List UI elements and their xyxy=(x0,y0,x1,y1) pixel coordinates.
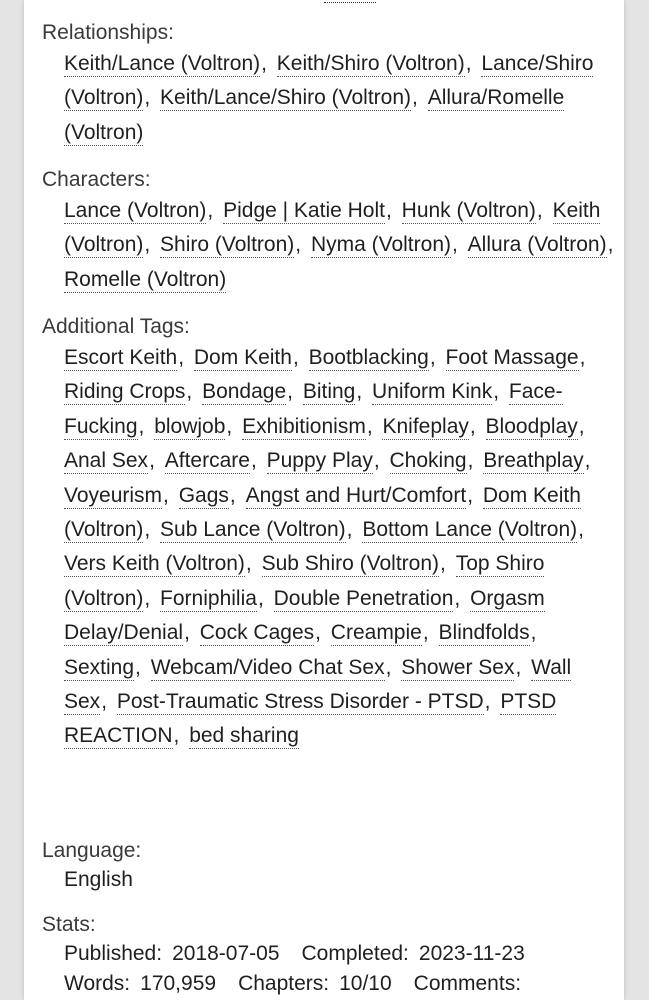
additional-tag-link[interactable]: Knifeplay xyxy=(382,414,469,438)
tag-separator: , xyxy=(135,655,147,679)
additional-tag xyxy=(202,380,299,403)
relationships-section xyxy=(42,19,614,150)
tag-separator: , xyxy=(207,199,220,222)
tag-separator: , xyxy=(245,552,258,576)
additional-tag xyxy=(64,449,161,472)
tag-separator: , xyxy=(144,233,157,257)
additional-tag xyxy=(189,724,299,747)
tag-separator: , xyxy=(292,346,305,369)
character-tag xyxy=(402,199,549,222)
chapters-label: Chapters: xyxy=(238,972,330,995)
additional-tag-link[interactable]: Bottom Lance (Voltron) xyxy=(362,518,578,542)
additional-tag xyxy=(486,415,585,438)
tag-separator: , xyxy=(578,518,584,542)
additional-tag xyxy=(309,346,442,369)
tag-separator: , xyxy=(229,483,242,507)
tag-separator: , xyxy=(186,380,199,404)
additional-tag xyxy=(64,656,147,679)
tag-separator: , xyxy=(178,346,190,369)
tag-separator: , xyxy=(295,233,307,257)
tag-separator: , xyxy=(373,449,386,473)
additional-tag xyxy=(165,449,263,472)
tag-separator: , xyxy=(144,86,157,110)
additional-tag xyxy=(154,415,238,438)
character-tag-link[interactable]: Lance (Voltron) xyxy=(64,199,207,222)
character-tag-link[interactable]: Nyma (Voltron) xyxy=(310,233,451,257)
tag-separator: , xyxy=(366,414,379,438)
additional-tag xyxy=(64,552,258,575)
completed-label: Completed: xyxy=(301,942,409,965)
completed-value: 2023-11-23 xyxy=(418,942,525,965)
additional-tag-link[interactable]: Choking xyxy=(389,449,467,473)
character-tag-link[interactable]: Romelle (Voltron) xyxy=(64,267,227,291)
additional-tag-link[interactable]: Webcam/Video Chat Sex xyxy=(150,655,385,679)
character-tag-link[interactable]: Shiro (Voltron) xyxy=(160,233,295,257)
relationship-tag-link[interactable]: Keith/Lance (Voltron) xyxy=(64,52,261,75)
chapters-value: 10/10 xyxy=(339,972,392,995)
tag-separator: , xyxy=(138,414,151,438)
relationship-tag xyxy=(277,52,478,75)
tag-separator: , xyxy=(536,199,549,222)
relationships-tag-list xyxy=(42,47,614,150)
tag-separator: , xyxy=(515,655,528,679)
relationship-tag-link[interactable]: Keith/Lance/Shiro (Voltron) xyxy=(160,86,412,110)
additional-tag-link[interactable]: Exhibitionism xyxy=(242,414,366,438)
additional-tag-link[interactable]: Bondage xyxy=(202,380,287,404)
tag-separator: , xyxy=(385,199,398,222)
additional-tag xyxy=(390,449,480,472)
additional-tag-link[interactable]: Forniphilia xyxy=(160,586,257,610)
additional-tag-link[interactable]: Angst and Hurt/Comfort xyxy=(245,483,467,507)
additional-tag xyxy=(439,621,537,644)
tag-separator: , xyxy=(530,621,537,645)
additional-tag-link[interactable]: Gags xyxy=(178,483,229,507)
additional-tag-link[interactable]: Bloodplay xyxy=(485,414,578,438)
tag-separator: , xyxy=(422,621,435,645)
additional-tag-link[interactable]: blowjob xyxy=(154,414,226,438)
additional-tag xyxy=(64,346,190,369)
relationship-tag-link[interactable]: Lance/Shiro (Voltron) xyxy=(64,52,594,110)
additional-tag-link[interactable]: Orgasm Delay/Denial xyxy=(64,586,545,645)
additional-tag-link[interactable]: Creampie xyxy=(330,621,422,645)
character-tag xyxy=(223,199,398,222)
tag-separator: , xyxy=(315,621,327,645)
tag-separator: , xyxy=(469,414,482,438)
character-tag-link[interactable]: Allura (Voltron) xyxy=(467,233,607,257)
additional-tag xyxy=(262,552,452,575)
additional-tag xyxy=(160,587,270,610)
tag-separator: , xyxy=(149,449,161,473)
additional-tags-list xyxy=(42,341,614,754)
character-tag-link[interactable]: Hunk (Voltron) xyxy=(401,199,536,222)
additional-tag-link[interactable]: Wall Sex xyxy=(64,655,572,714)
additional-tag xyxy=(382,415,481,438)
character-tag-link[interactable]: Keith (Voltron) xyxy=(64,199,601,257)
tag-separator: , xyxy=(412,86,424,110)
language-value: English xyxy=(64,868,133,891)
additional-tag-link[interactable]: Aftercare xyxy=(164,449,250,473)
additional-tag xyxy=(446,346,586,369)
published-value: 2018-07-05 xyxy=(172,942,280,965)
additional-tag xyxy=(179,484,242,507)
additional-tag-link[interactable]: Sub Shiro (Voltron) xyxy=(261,552,440,576)
character-tag xyxy=(160,233,307,256)
tag-separator: , xyxy=(356,380,369,404)
additional-tag xyxy=(64,484,175,507)
additional-tag xyxy=(200,621,327,644)
tag-separator: , xyxy=(385,655,398,679)
character-tag xyxy=(468,233,614,256)
additional-tag-link[interactable]: Bootblacking xyxy=(308,346,429,369)
additional-tag-link[interactable]: PTSD REACTION xyxy=(64,690,557,748)
relationship-tag xyxy=(64,52,273,75)
character-tag-link[interactable]: Pidge | Katie Holt xyxy=(223,199,385,222)
additional-tags-section xyxy=(42,313,614,754)
additional-tag xyxy=(267,449,386,472)
relationship-tag-link[interactable]: Keith/Shiro (Voltron) xyxy=(276,52,465,75)
additional-tag-link[interactable]: Escort Keith xyxy=(64,346,178,369)
additional-tags-heading: Additional Tags: xyxy=(42,315,190,338)
characters-tag-list xyxy=(42,194,614,297)
stats-section xyxy=(42,911,614,999)
character-tag xyxy=(311,233,464,256)
tag-separator: , xyxy=(346,518,359,542)
language-section xyxy=(42,837,614,895)
additional-tag-link[interactable]: Foot Massage xyxy=(445,346,579,369)
tag-separator: , xyxy=(257,586,270,610)
additional-tag xyxy=(372,380,505,403)
work-meta-card xyxy=(24,0,624,1000)
additional-tag-link[interactable]: Biting xyxy=(302,380,356,404)
characters-heading: Characters: xyxy=(42,168,151,191)
additional-tag-link[interactable]: Anal Sex xyxy=(64,449,149,473)
tag-separator: , xyxy=(484,690,497,714)
additional-tag-link[interactable]: Voyeurism xyxy=(64,483,163,507)
tag-separator: , xyxy=(465,52,478,75)
additional-tag-link[interactable]: Blindfolds xyxy=(438,621,530,645)
additional-tag-link[interactable]: Post-Traumatic Stress Disorder - PTSD xyxy=(116,690,484,714)
tag-separator: , xyxy=(184,621,196,645)
additional-tag xyxy=(362,518,584,541)
additional-tag xyxy=(303,380,368,403)
tag-separator: , xyxy=(467,483,479,507)
additional-tag xyxy=(160,518,358,541)
tag-separator: , xyxy=(579,346,586,369)
tag-separator: , xyxy=(440,552,452,576)
relationship-tag-link[interactable]: Allura/Romelle (Voltron) xyxy=(64,86,565,144)
tag-separator: , xyxy=(584,449,591,473)
additional-tag xyxy=(483,449,590,472)
tag-separator: , xyxy=(250,449,263,473)
tag-separator: , xyxy=(493,380,505,404)
tag-separator: , xyxy=(429,346,442,369)
additional-tag-link[interactable]: Breathplay xyxy=(483,449,584,473)
additional-tag-link[interactable]: Riding Crops xyxy=(64,380,186,404)
additional-tag-link[interactable]: Dom Keith xyxy=(193,346,292,369)
additional-tag xyxy=(117,690,496,713)
additional-tag xyxy=(151,656,398,679)
additional-tag xyxy=(242,415,378,438)
tag-separator: , xyxy=(607,233,614,257)
additional-tag xyxy=(274,587,466,610)
additional-tag-link[interactable]: Puppy Play xyxy=(266,449,373,473)
tag-separator: , xyxy=(578,414,585,438)
words-value: 170,959 xyxy=(140,972,217,995)
tag-separator: , xyxy=(287,380,299,404)
additional-tag xyxy=(401,656,527,679)
tag-separator: , xyxy=(101,690,113,714)
additional-tag-link[interactable]: Dom Keith (Voltron) xyxy=(64,483,581,542)
additional-tag-link[interactable]: Face-Fucking xyxy=(64,380,563,438)
tag-separator: , xyxy=(454,586,467,610)
characters-section xyxy=(42,166,614,297)
tag-separator: , xyxy=(261,52,273,75)
published-label: Published: xyxy=(64,942,163,965)
additional-tag-link[interactable]: Cock Cages xyxy=(199,621,315,645)
additional-tag-link[interactable]: Top Shiro (Voltron) xyxy=(64,552,545,610)
stats-heading: Stats: xyxy=(42,913,96,936)
tag-separator: , xyxy=(144,518,157,542)
tag-separator: , xyxy=(173,724,186,748)
tag-separator: , xyxy=(467,449,480,473)
tag-separator: , xyxy=(226,414,239,438)
additional-tag xyxy=(194,346,305,369)
language-heading: Language: xyxy=(42,839,142,862)
additional-tag-link[interactable]: Double Penetration xyxy=(273,586,454,610)
relationship-tag xyxy=(160,86,424,109)
additional-tag-link[interactable]: Sexting xyxy=(64,655,135,679)
additional-tag-link[interactable]: Shower Sex xyxy=(401,655,515,679)
character-tag xyxy=(64,268,226,291)
additional-tag xyxy=(331,621,435,644)
additional-tag xyxy=(246,484,479,507)
relationships-heading: Relationships: xyxy=(42,21,174,44)
comments-label: Comments: xyxy=(413,972,522,995)
additional-tag-link[interactable]: bed sharing xyxy=(189,724,299,748)
tag-separator: , xyxy=(452,233,464,257)
additional-tag-link[interactable]: Sub Lance (Voltron) xyxy=(160,518,346,542)
stats-row-counts xyxy=(42,969,614,999)
cut-off-link[interactable] xyxy=(324,0,376,3)
character-tag xyxy=(64,199,219,222)
tag-separator: , xyxy=(163,483,175,507)
words-label: Words: xyxy=(64,972,131,995)
stats-row-dates xyxy=(42,939,614,969)
additional-tag xyxy=(64,380,198,403)
additional-tag-link[interactable]: Vers Keith (Voltron) xyxy=(64,552,245,576)
additional-tag-link[interactable]: Uniform Kink xyxy=(372,380,493,404)
tag-separator: , xyxy=(144,586,157,610)
